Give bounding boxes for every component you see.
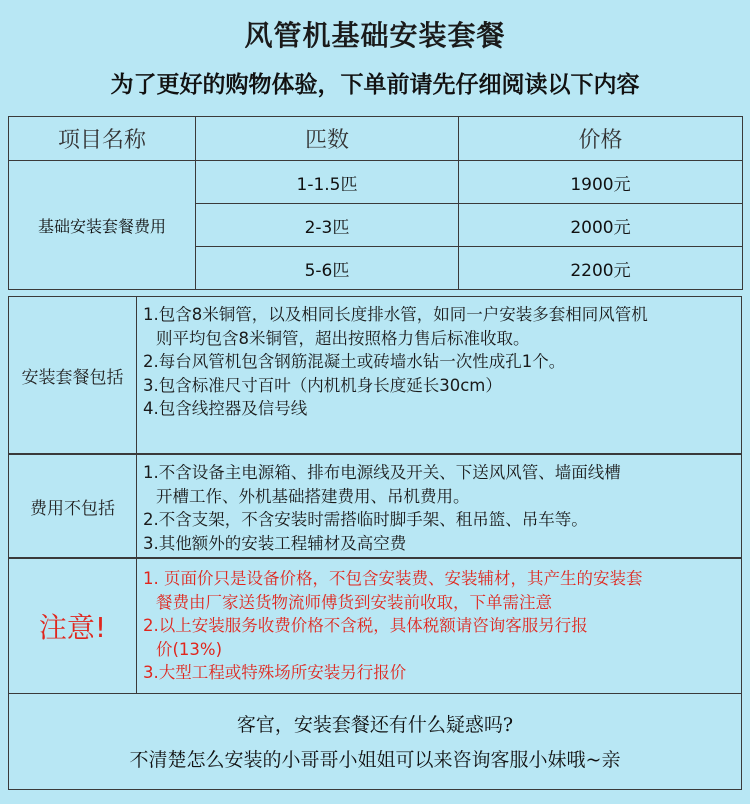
notice-line: 2.以上安装服务收费价格不含税，具体税额请咨询客服另行报	[143, 616, 588, 635]
notice-line: 1. 页面价只是设备价格，不包含安装费、安装辅材，其产生的安装套	[143, 569, 643, 588]
item-name-cell: 基础安装套餐费用	[9, 161, 196, 290]
price-table	[8, 116, 743, 290]
notice-line: 3.大型工程或特殊场所安装另行报价	[143, 663, 407, 682]
excludes-section	[8, 454, 742, 558]
page-subtitle: 为了更好的购物体验，下单前请先仔细阅读以下内容	[110, 72, 640, 98]
page-title: 风管机基础安装套餐	[244, 19, 506, 52]
notice-line: 价(13%)	[156, 639, 223, 659]
notice-section	[8, 558, 742, 694]
notice-body	[137, 559, 741, 693]
column-header-price: 价格	[459, 117, 743, 161]
excludes-line: 3.其他额外的安装工程辅材及高空费	[143, 533, 407, 553]
price-cell: 1900元	[459, 161, 743, 204]
hp-cell: 2-3匹	[196, 204, 459, 247]
column-header-item: 项目名称	[9, 117, 196, 161]
notice-line: 餐费由厂家送货物流师傅货到安装前收取，下单需注意	[156, 592, 552, 612]
notice-label: 注意!	[9, 559, 137, 693]
hp-cell: 1-1.5匹	[196, 161, 459, 204]
includes-line: 2.每台风管机包含钢筋混凝土或砖墙水钻一次性成孔1个。	[143, 352, 566, 371]
column-header-hp: 匹数	[196, 117, 459, 161]
excludes-line: 2.不含支架，不含安装时需搭临时脚手架、租吊篮、吊车等。	[143, 510, 588, 529]
footer-question: 客官，安装套餐还有什么疑惑吗?	[236, 714, 514, 736]
excludes-line: 开槽工作、外机基础搭建费用、吊机费用。	[156, 486, 470, 506]
table-header-row	[9, 117, 743, 161]
includes-line: 3.包含标准尺寸百叶（内机机身长度延长30cm）	[143, 375, 502, 395]
includes-line: 则平均包含8米铜管，超出按照格力售后标准收取。	[156, 328, 530, 348]
price-cell: 2200元	[459, 247, 743, 290]
hp-cell: 5-6匹	[196, 247, 459, 290]
includes-line: 1.包含8米铜管，以及相同长度排水管，如同一户安装多套相同风管机	[143, 305, 648, 324]
price-cell: 2000元	[459, 204, 743, 247]
includes-line: 4.包含线控器及信号线	[143, 399, 308, 418]
table-row	[9, 161, 743, 204]
excludes-line: 1.不含设备主电源箱、排布电源线及开关、下送风风管、墙面线槽	[143, 463, 621, 482]
includes-body	[137, 297, 741, 453]
footer-reply: 不清楚怎么安装的小哥哥小姐姐可以来咨询客服小妹哦~亲	[129, 749, 621, 771]
footer-box	[8, 694, 742, 790]
includes-label: 安装套餐包括	[9, 297, 137, 453]
excludes-body	[137, 455, 741, 557]
excludes-label: 费用不包括	[9, 455, 137, 557]
includes-section	[8, 296, 742, 454]
